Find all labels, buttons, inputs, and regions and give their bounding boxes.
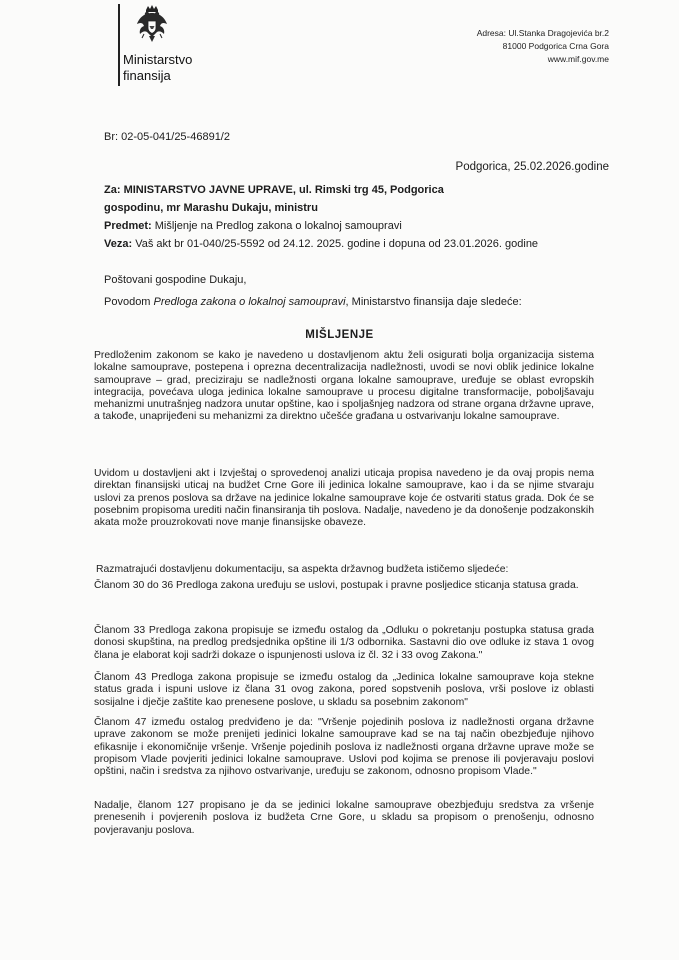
intro-italic: Predloga zakona o lokalnoj samoupravi <box>153 296 346 308</box>
link-line <box>104 235 624 253</box>
intro-prefix: Povodom <box>104 296 154 308</box>
link-label: Veza: <box>104 238 133 250</box>
body-paragraph-6: Članom 43 Predloga zakona propisuje se između ostalog da „Jedinica lokalne samouprave koja stekne status grada i ispuni uslove iz člana 31 ovog zakona, pored sopstvenih poslova, vrši poslove iz oblasti sosijalne i dječje zaštite kao prenesene poslove, u skladu sa posebnim zakonom" <box>94 672 594 708</box>
ministry-name-line1: Ministarstvo <box>123 52 193 67</box>
address-city: 81000 Podgorica Crna Gora <box>502 41 609 51</box>
body-paragraph-4: Članom 30 do 36 Predloga zakona uređuju se uslovi, postupak i pravne posljedice sticanja statusa grada. <box>94 580 579 591</box>
body-paragraph-3: Razmatrajući dostavljenu dokumentaciju, sa aspekta državnog budžeta ističemo sljedeće: <box>96 564 509 575</box>
salutation: Poštovani gospodine Dukaju, <box>104 274 247 286</box>
intro-sentence <box>104 296 522 308</box>
body-paragraph-7: Članom 47 između ostalog predviđeno je da: "Vršenje pojedinih poslova iz nadležnosti organa državne uprave zakonom se može prenijeti jedinici lokalne samouprave kad se na taj način obezbjeđuje njihovo efikasnije i ekonomičnije vršenje. Vršenje pojedinih poslova iz nadležnosti organa državne uprave može se propisom Vlade povjeriti jedinici lokalne samouprave. Uslovi pod kojima se prenose ili povjeravaju poslovi opštini, način i sredstva za njihovo ostvarivanje, uređuju se zakonom, odnosno propisom Vlade." <box>94 717 594 778</box>
to-label: Za: <box>104 184 121 196</box>
ministry-name <box>123 52 192 84</box>
body-paragraph-8: Nadalje, članom 127 propisano je da se jedinici lokalne samouprave obezbjeđuju sredstva za vršenje prenesenih i povjerenih poslova iz budžeta Crne Gore, u skladu sa propisom o prenošenju, odnosno povjeravanju poslova. <box>94 800 594 836</box>
recipient-person: gospodinu, mr Marashu Dukaju, ministru <box>104 202 318 214</box>
header-divider <box>118 4 120 86</box>
recipient-block <box>104 181 624 253</box>
recipient-institution: MINISTARSTVO JAVNE UPRAVE, ul. Rimski trg 45, Podgorica <box>123 184 444 196</box>
recipient-line1 <box>104 181 624 199</box>
ministry-name-line2: finansija <box>123 68 171 83</box>
subject-text: Mišljenje na Predlog zakona o lokalnoj samoupravi <box>154 220 402 232</box>
reference-number: Br: 02-05-041/25-46891/2 <box>104 131 230 143</box>
subject-label: Predmet: <box>104 220 152 232</box>
recipient-line2 <box>104 199 624 217</box>
body-paragraph-5: Članom 33 Predloga zakona propisuje se između ostalog da „Odluku o pokretanju postupka statusa grada donosi skupština, na predlog predsjednika opštine ili 1/3 odbornika. Sastavni dio ove odluke iz stava 1 ovog člana je elaborat koji sadrži dokaze o ispunjenosti uslova iz čl. 32 i 33 ovog Zakona." <box>94 625 594 661</box>
address-street: Adresa: Ul.Stanka Dragojevića br.2 <box>476 28 609 38</box>
intro-suffix: , Ministarstvo finansija daje sledeće: <box>345 296 522 308</box>
place-and-date: Podgorica, 25.02.2026.godine <box>455 161 609 173</box>
montenegro-coat-of-arms-icon <box>132 4 172 48</box>
body-paragraph-1: Predloženim zakonom se kako je navedeno u dostavljenom aktu želi osigurati bolja organizacija sistema lokalne samouprave, postepena i oprezna decentralizacija nadležnosti, uvodi se novi oblik jedinice lokalne samouprave – grad, preciziraju se nadležnosti organa lokalne samouprave, uređuje se oblast evropskih integracija, povećava uloga jedinica lokalne samouprave u procesu digitalne transformacije, poboljšavaju mehanizmi unutrašnjeg nadzora unutar opštine, kao i spoljašnjeg nadzora od strane organa državne uprave, a takođe, unaprijeđeni su mehanizmi za direktno učešće građana u ostvarivanju lokalne samouprave. <box>94 350 594 423</box>
link-text: Vaš akt br 01-040/25-5592 od 24.12. 2025. godine i dopuna od 23.01.2026. godine <box>135 238 539 250</box>
address-website: www.mif.gov.me <box>547 54 609 64</box>
document-title: MIŠLJENJE <box>305 329 374 341</box>
subject-line <box>104 217 624 235</box>
ministry-address <box>477 27 609 66</box>
body-paragraph-2: Uvidom u dostavljeni akt i Izvještaj o sprovedenoj analizi uticaja propisa navedeno je da ovaj propis nema direktan finansijski uticaj na budžet Crne Gore ili jedinica lokalne samouprave, kao i da se njime stvaraju uslovi za prenos poslova sa države na jedinice lokalne samouprave koje će ostvariti status grada. Dok će se posebnim propisoma urediti način finansiranja tih poslova. Nadalje, navedeno je da donošenje podzakonskih akata može prouzrokovati nove manje finansijske obaveze. <box>94 468 594 529</box>
